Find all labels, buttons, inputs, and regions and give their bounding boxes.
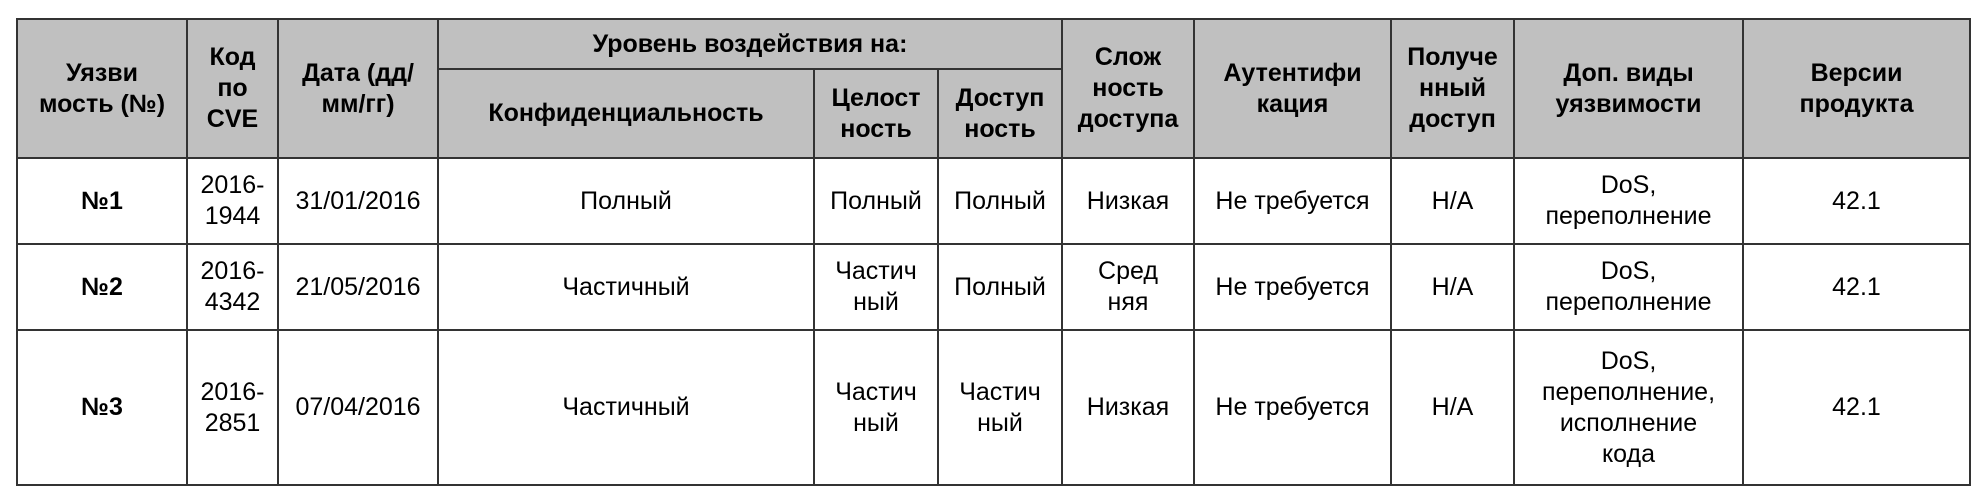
cell-integrity: [814, 158, 938, 244]
header-text: по: [217, 74, 248, 102]
cell-text: 2016-: [200, 257, 265, 285]
cell-text: Низкая: [1086, 393, 1170, 421]
header-text: ность: [964, 114, 1036, 143]
cell-gained-access: Н/А: [1391, 158, 1514, 244]
cell-vulnerability: №2: [17, 244, 187, 330]
cell-text: Частич: [835, 377, 917, 406]
header-row-top: [17, 19, 1970, 69]
cell-text: ный: [853, 288, 899, 316]
header-cve: [187, 19, 278, 158]
header-authentication: [1194, 19, 1391, 158]
header-text: Доп. виды: [1563, 58, 1694, 87]
cell-text: 4342: [204, 288, 261, 316]
cell-availability: [938, 244, 1062, 330]
cell-confidentiality: [438, 158, 814, 244]
cell-text: переполнение: [1545, 288, 1712, 316]
cell-cve: [187, 330, 278, 485]
cell-text: переполнение,: [1541, 377, 1716, 406]
header-text: доступ: [1409, 105, 1496, 133]
cell-authentication: Не требуется: [1194, 330, 1391, 485]
header-vulnerability: [17, 19, 187, 158]
header-text: доступа: [1077, 105, 1179, 133]
cell-authentication: Не требуется: [1194, 244, 1391, 330]
cell-cve: [187, 158, 278, 244]
header-text: Уязви: [65, 58, 139, 87]
header-complexity: [1062, 19, 1194, 158]
cell-confidentiality: [438, 330, 814, 485]
cell-cve: [187, 244, 278, 330]
header-availability: [938, 69, 1062, 158]
cell-text: Полный: [954, 186, 1046, 215]
cell-extra-types: [1514, 244, 1743, 330]
cell-text: Частичный: [562, 272, 690, 301]
cell-versions: 42.1: [1743, 244, 1970, 330]
cell-text: Сред: [1098, 257, 1158, 285]
header-text: нный: [1419, 74, 1486, 102]
header-text: Код: [209, 43, 256, 71]
cell-integrity: [814, 330, 938, 485]
table-row: [17, 158, 1970, 244]
cell-vulnerability: №3: [17, 330, 187, 485]
cell-text: Низкая: [1086, 186, 1170, 215]
header-text: уязвимости: [1555, 89, 1702, 118]
cell-complexity: [1062, 244, 1194, 330]
cell-text: Частич: [835, 257, 917, 285]
cell-text: Частичный: [562, 393, 690, 421]
cell-vulnerability: №1: [17, 158, 187, 244]
header-text: продукта: [1799, 89, 1914, 118]
cell-extra-types: [1514, 330, 1743, 485]
cell-text: кода: [1601, 439, 1656, 468]
cell-gained-access: Н/А: [1391, 244, 1514, 330]
header-integrity: [814, 69, 938, 158]
cell-text: DoS,: [1600, 171, 1657, 199]
cell-extra-types: [1514, 158, 1743, 244]
cell-versions: 42.1: [1743, 158, 1970, 244]
header-text: мость (№): [38, 89, 166, 118]
header-text: Аутентифи: [1223, 58, 1362, 87]
cell-authentication: Не требуется: [1194, 158, 1391, 244]
cell-availability: [938, 158, 1062, 244]
header-text: кация: [1256, 89, 1329, 118]
cell-text: 2851: [204, 408, 261, 437]
header-text: Целост: [831, 83, 921, 112]
cell-confidentiality: [438, 244, 814, 330]
table-row: [17, 244, 1970, 330]
header-text: Дата (дд/: [302, 58, 414, 87]
table-row: [17, 330, 1970, 485]
cell-complexity: [1062, 330, 1194, 485]
cell-text: 2016-: [200, 171, 265, 199]
vulnerability-table: [16, 18, 1971, 486]
header-text: ность: [840, 114, 912, 143]
cell-text: исполнение: [1559, 408, 1698, 437]
cell-text: ный: [977, 408, 1023, 437]
cell-text: DoS,: [1600, 346, 1657, 375]
header-text: Получе: [1407, 43, 1498, 71]
header-text: CVE: [206, 105, 259, 133]
header-text: ность: [1092, 74, 1164, 102]
header-date: [278, 19, 438, 158]
cell-text: DoS,: [1600, 257, 1657, 285]
header-gained-access: [1391, 19, 1514, 158]
cell-text: ный: [853, 408, 899, 437]
header-extra-types: [1514, 19, 1743, 158]
cell-text: няя: [1107, 288, 1149, 316]
header-confidentiality: [438, 69, 814, 158]
header-text: Версии: [1810, 58, 1903, 87]
cell-text: Частич: [959, 377, 1041, 406]
cell-availability: [938, 330, 1062, 485]
cell-gained-access: Н/А: [1391, 330, 1514, 485]
cell-text: Полный: [954, 272, 1046, 301]
header-text: Слож: [1094, 43, 1162, 71]
header-text: Доступ: [955, 83, 1045, 112]
cell-date: 07/04/2016: [278, 330, 438, 485]
header-text: Конфиденциальность: [488, 99, 764, 127]
cell-complexity: [1062, 158, 1194, 244]
header-versions: [1743, 19, 1970, 158]
cell-text: Полный: [580, 186, 672, 215]
cell-text: переполнение: [1545, 202, 1712, 230]
cell-versions: 42.1: [1743, 330, 1970, 485]
cell-date: 21/05/2016: [278, 244, 438, 330]
header-impact-group: Уровень воздействия на:: [438, 19, 1062, 69]
cell-text: Полный: [830, 186, 922, 215]
cell-text: 1944: [204, 202, 261, 230]
cell-text: 2016-: [200, 377, 265, 406]
cell-integrity: [814, 244, 938, 330]
cell-date: 31/01/2016: [278, 158, 438, 244]
header-text: мм/гг): [321, 89, 395, 118]
